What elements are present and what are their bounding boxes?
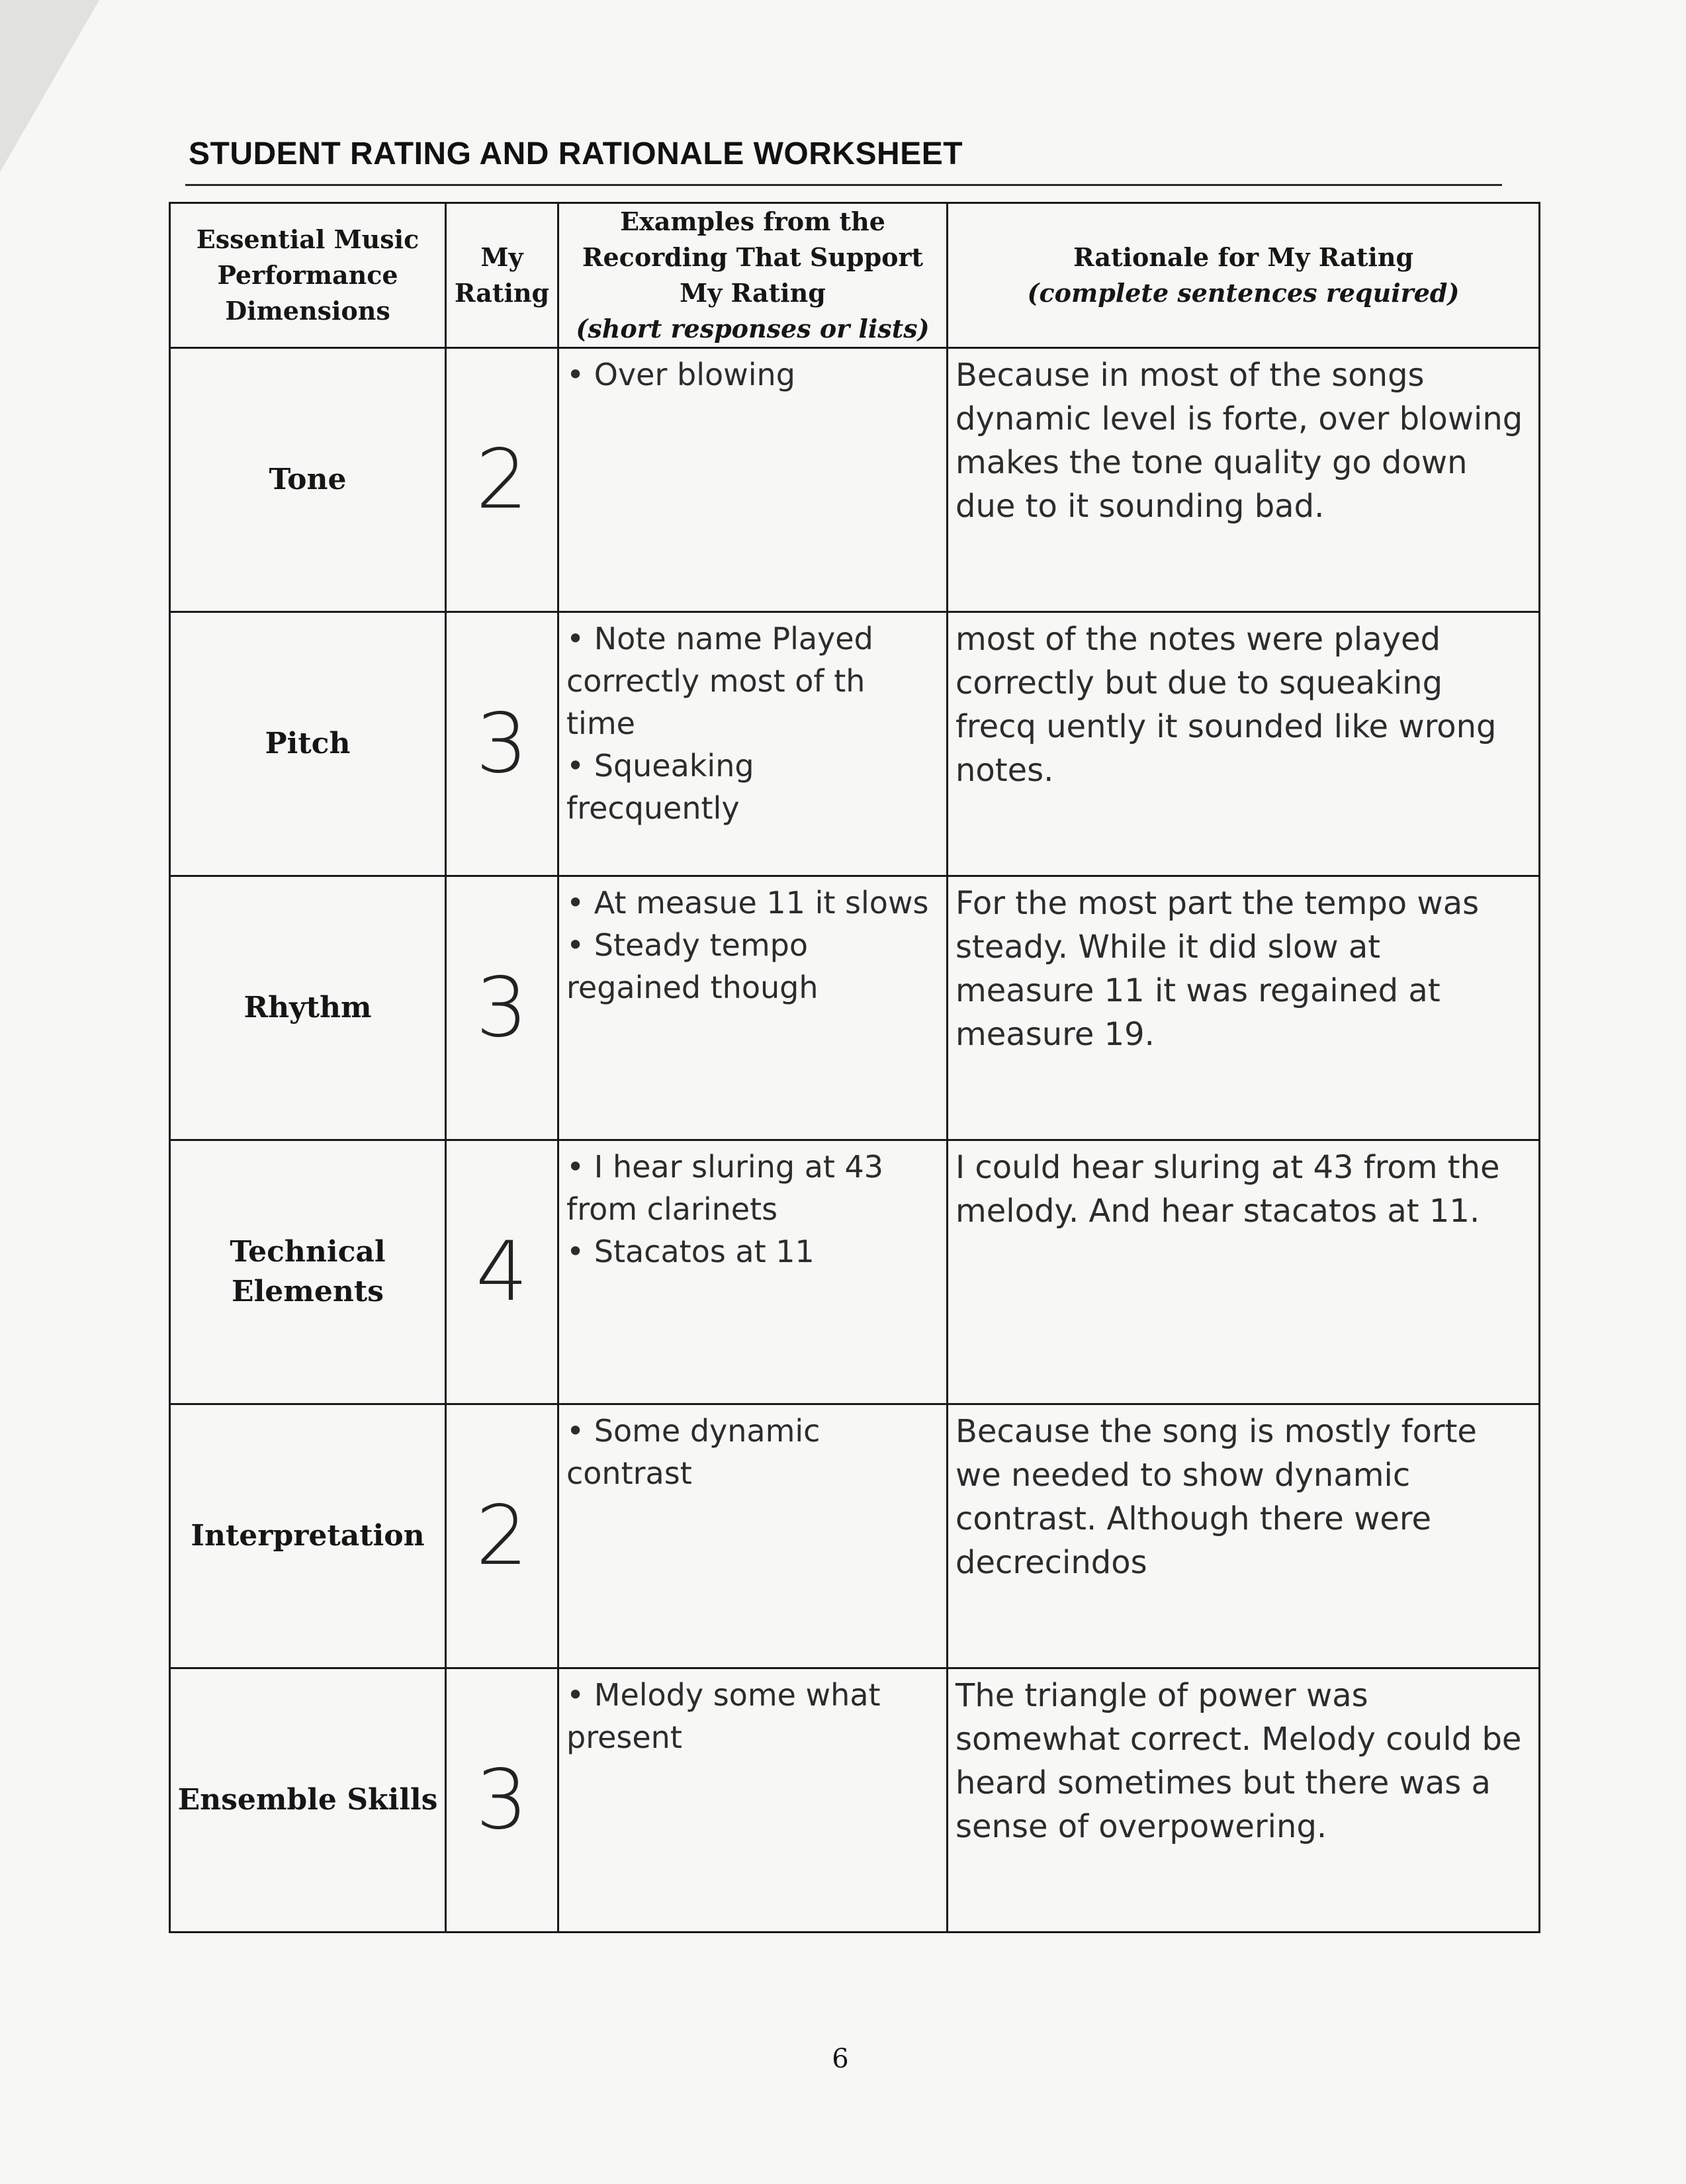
rationale-field[interactable] bbox=[948, 1140, 1540, 1404]
examples-field[interactable] bbox=[558, 612, 948, 876]
examples-text: • Over blowing bbox=[566, 357, 795, 392]
worksheet-title: STUDENT RATING AND RATIONALE WORKSHEET bbox=[189, 136, 963, 171]
dimension-cell: Interpretation bbox=[170, 1404, 446, 1668]
examples-text: • Note name Played correctly most of th time • Squeaking frecquently bbox=[566, 621, 873, 826]
examples-field[interactable] bbox=[558, 1404, 948, 1668]
dimension-cell: Tone bbox=[170, 348, 446, 612]
table-row bbox=[170, 612, 1540, 876]
rating-field[interactable]: 2 bbox=[446, 1404, 558, 1668]
dimension-cell: Ensemble Skills bbox=[170, 1668, 446, 1933]
header-examples-label: Examples from the Recording That Support My Rating bbox=[582, 206, 924, 308]
examples-field[interactable] bbox=[558, 876, 948, 1140]
page-number: 6 bbox=[832, 2044, 849, 2074]
rating-field[interactable]: 3 bbox=[446, 612, 558, 876]
title-underline bbox=[185, 184, 1502, 186]
table-row bbox=[170, 348, 1540, 612]
dimension-cell: Pitch bbox=[170, 612, 446, 876]
header-rating: My Rating bbox=[446, 203, 558, 348]
header-rationale bbox=[948, 203, 1540, 348]
header-examples-note: (short responses or lists) bbox=[576, 314, 930, 343]
rationale-field[interactable] bbox=[948, 876, 1540, 1140]
header-row bbox=[170, 203, 1540, 348]
header-rationale-note: (complete sentences required) bbox=[1027, 278, 1460, 308]
examples-text: • At measue 11 it slows • Steady tempo regained though bbox=[566, 885, 929, 1005]
rationale-text: most of the notes were played correctly but due to squeaking frecq uently it sounded like wrong notes. bbox=[955, 621, 1497, 789]
dimension-cell: Technical Elements bbox=[170, 1140, 446, 1404]
examples-field[interactable] bbox=[558, 1668, 948, 1933]
header-rationale-label: Rationale for My Rating bbox=[1073, 242, 1414, 272]
header-dimension: Essential Music Performance Dimensions bbox=[170, 203, 446, 348]
page-corner-fold bbox=[0, 0, 99, 172]
rationale-field[interactable] bbox=[948, 1668, 1540, 1933]
examples-field[interactable] bbox=[558, 1140, 948, 1404]
examples-field[interactable] bbox=[558, 348, 948, 612]
examples-text: • I hear sluring at 43 from clarinets • Stacatos at 11 bbox=[566, 1149, 884, 1269]
examples-text: • Some dynamic contrast bbox=[566, 1413, 821, 1491]
rationale-text: Because in most of the songs dynamic level is forte, over blowing makes the tone quality go down due to it sounding bad. bbox=[955, 357, 1523, 525]
dimension-cell: Rhythm bbox=[170, 876, 446, 1140]
rationale-text: Because the song is mostly forte we needed to show dynamic contrast. Although there were decrecindos bbox=[955, 1413, 1477, 1581]
rating-field[interactable]: 3 bbox=[446, 876, 558, 1140]
rationale-field[interactable] bbox=[948, 348, 1540, 612]
rating-field[interactable]: 2 bbox=[446, 348, 558, 612]
rationale-text: I could hear sluring at 43 from the melody. And hear stacatos at 11. bbox=[955, 1149, 1500, 1230]
table-row bbox=[170, 1140, 1540, 1404]
rating-field[interactable]: 3 bbox=[446, 1668, 558, 1933]
rationale-field[interactable] bbox=[948, 612, 1540, 876]
rationale-field[interactable] bbox=[948, 1404, 1540, 1668]
header-examples bbox=[558, 203, 948, 348]
rationale-text: For the most part the tempo was steady. While it did slow at measure 11 it was regained at measure 19. bbox=[955, 885, 1480, 1053]
examples-text: • Melody some what present bbox=[566, 1677, 881, 1755]
rationale-text: The triangle of power was somewhat correct. Melody could be heard sometimes but there was a sense of overpowering. bbox=[955, 1677, 1522, 1845]
table-row bbox=[170, 1668, 1540, 1933]
rating-table bbox=[169, 202, 1540, 1933]
rating-field[interactable]: 4 bbox=[446, 1140, 558, 1404]
table-row bbox=[170, 876, 1540, 1140]
table-row bbox=[170, 1404, 1540, 1668]
